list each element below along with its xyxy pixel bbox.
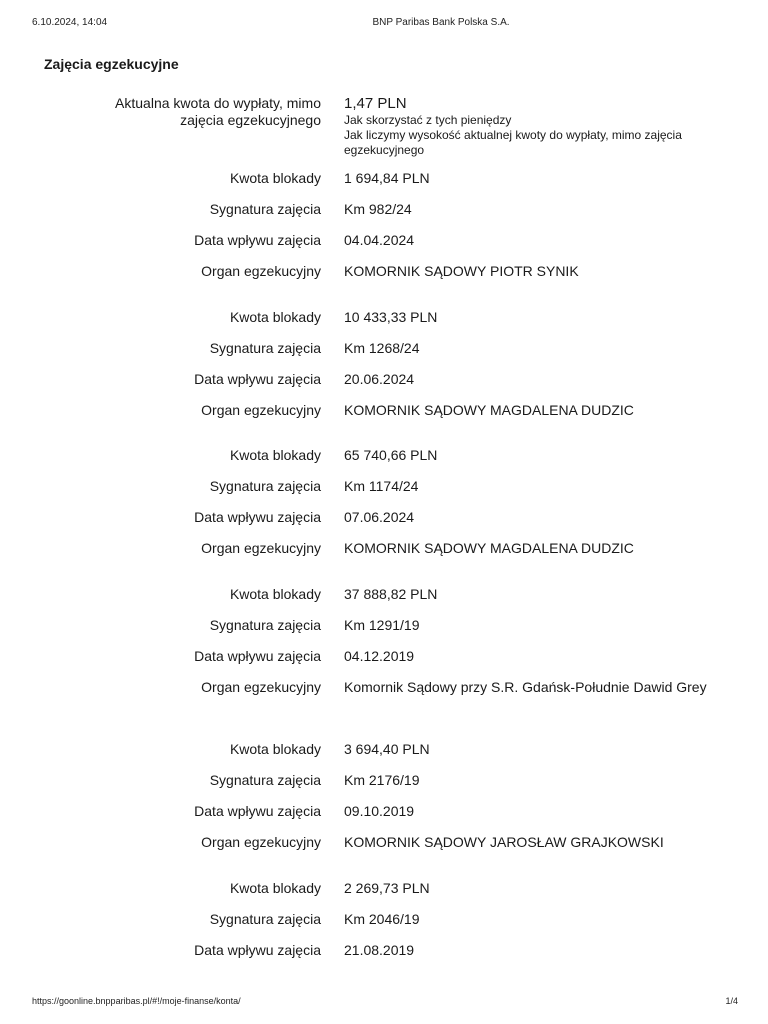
- signature-label: Sygnatura zajęcia: [209, 772, 321, 788]
- date-label: Data wpływu zajęcia: [194, 648, 321, 664]
- organ-value: KOMORNIK SĄDOWY MAGDALENA DUDZIC: [344, 540, 634, 556]
- amount-label: Kwota blokady: [229, 309, 321, 325]
- date-label: Data wpływu zajęcia: [194, 232, 321, 248]
- signature-value: Km 2046/19: [344, 911, 420, 927]
- page-number: 1/4: [725, 996, 738, 1006]
- amount-label: Kwota blokady: [229, 741, 321, 757]
- signature-label: Sygnatura zajęcia: [209, 340, 321, 356]
- how-calculated-link[interactable]: Jak liczymy wysokość aktualnej kwoty do wypłaty, mimo zajęcia egzekucyjnego: [344, 128, 682, 157]
- current-amount-label-text: Aktualna kwota do wypłaty, mimo zajęcia egzekucyjnego: [115, 95, 321, 128]
- date-label: Data wpływu zajęcia: [194, 803, 321, 819]
- current-amount-block: [344, 95, 724, 158]
- date-value: 04.12.2019: [344, 648, 415, 664]
- amount-value: 2 269,73 PLN: [344, 880, 430, 896]
- print-source: BNP Paribas Bank Polska S.A.: [372, 17, 510, 28]
- date-value: 04.04.2024: [344, 232, 415, 248]
- amount-label: Kwota blokady: [229, 170, 321, 186]
- date-value: 07.06.2024: [344, 509, 415, 525]
- amount-value: 37 888,82 PLN: [344, 586, 438, 602]
- date-value: 21.08.2019: [344, 942, 415, 958]
- signature-label: Sygnatura zajęcia: [209, 478, 321, 494]
- signature-label: Sygnatura zajęcia: [209, 617, 321, 633]
- signature-label: Sygnatura zajęcia: [209, 911, 321, 927]
- organ-value: KOMORNIK SĄDOWY MAGDALENA DUDZIC: [344, 402, 634, 418]
- signature-label: Sygnatura zajęcia: [209, 201, 321, 217]
- amount-label: Kwota blokady: [229, 586, 321, 602]
- page-title: Zajęcia egzekucyjne: [44, 56, 179, 72]
- date-label: Data wpływu zajęcia: [194, 942, 321, 958]
- amount-label: Kwota blokady: [229, 880, 321, 896]
- organ-label: Organ egzekucyjny: [201, 402, 321, 418]
- date-value: 20.06.2024: [344, 371, 415, 387]
- signature-value: Km 1291/19: [344, 617, 420, 633]
- signature-value: Km 2176/19: [344, 772, 420, 788]
- how-to-use-link[interactable]: Jak skorzystać z tych pieniędzy: [344, 113, 512, 127]
- organ-label: Organ egzekucyjny: [201, 834, 321, 850]
- amount-value: 65 740,66 PLN: [344, 447, 438, 463]
- signature-value: Km 1174/24: [344, 478, 419, 494]
- current-amount-label: [81, 95, 321, 129]
- amount-value: 10 433,33 PLN: [344, 309, 438, 325]
- print-url: https://goonline.bnpparibas.pl/#!/moje-finanse/konta/: [32, 996, 241, 1006]
- date-label: Data wpływu zajęcia: [194, 509, 321, 525]
- organ-value: KOMORNIK SĄDOWY PIOTR SYNIK: [344, 263, 579, 279]
- organ-value: Komornik Sądowy przy S.R. Gdańsk-Południe Dawid Grey: [344, 679, 707, 695]
- organ-label: Organ egzekucyjny: [201, 540, 321, 556]
- organ-label: Organ egzekucyjny: [201, 679, 321, 695]
- date-label: Data wpływu zajęcia: [194, 371, 321, 387]
- amount-label: Kwota blokady: [229, 447, 321, 463]
- current-amount-value: 1,47 PLN: [344, 95, 407, 112]
- organ-label: Organ egzekucyjny: [201, 263, 321, 279]
- print-datetime: 6.10.2024, 14:04: [32, 17, 108, 28]
- organ-value: KOMORNIK SĄDOWY JAROSŁAW GRAJKOWSKI: [344, 834, 664, 850]
- signature-value: Km 982/24: [344, 201, 412, 217]
- date-value: 09.10.2019: [344, 803, 415, 819]
- amount-value: 1 694,84 PLN: [344, 170, 430, 186]
- amount-value: 3 694,40 PLN: [344, 741, 430, 757]
- signature-value: Km 1268/24: [344, 340, 420, 356]
